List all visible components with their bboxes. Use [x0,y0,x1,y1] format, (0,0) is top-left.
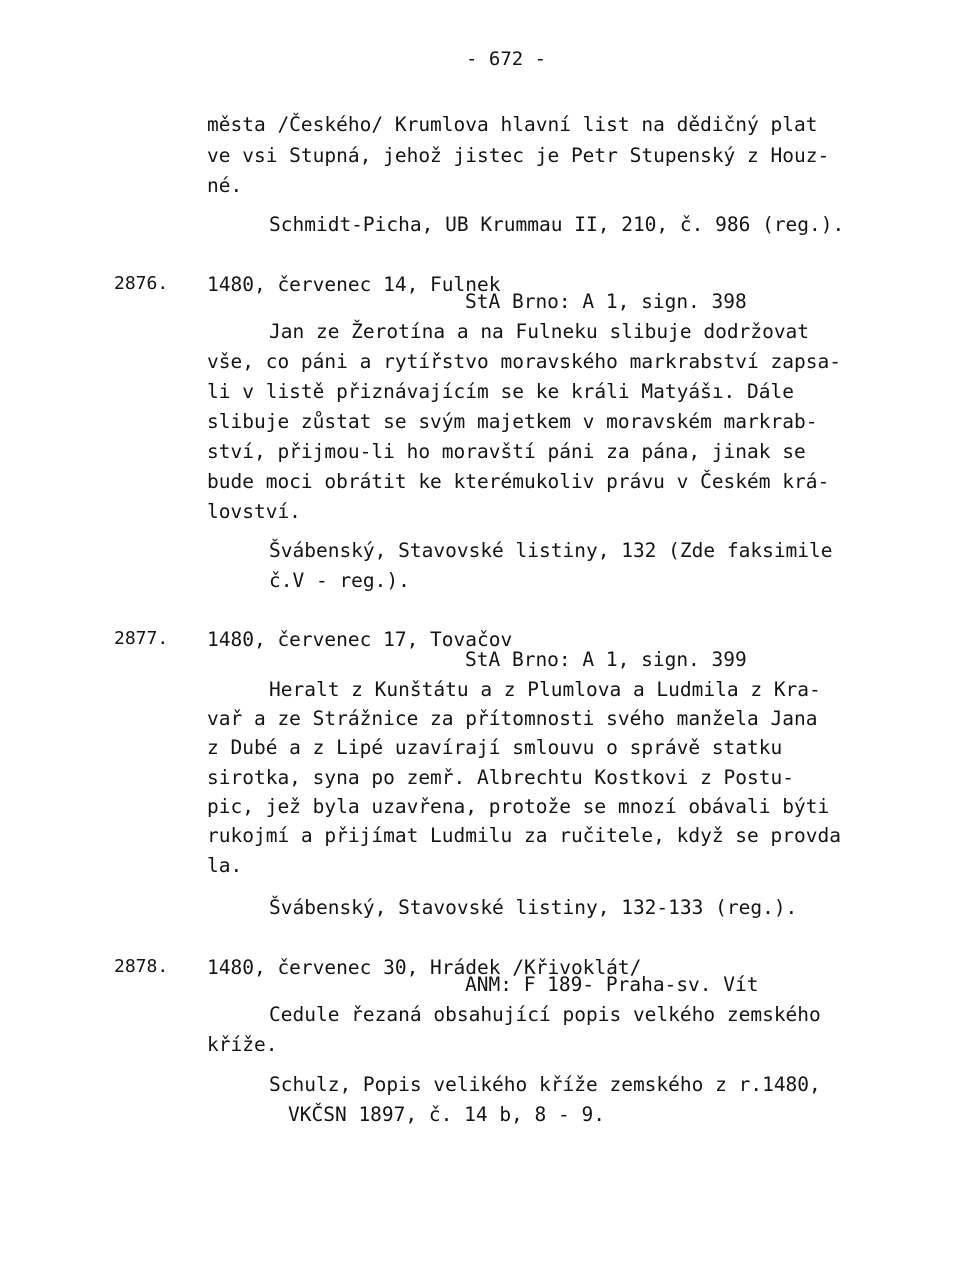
intro-text-line: ve vsi Stupná, jehož jistec je Petr Stupenský z Houz- [207,144,830,167]
entry-text-line: sirotka, syna po zemř. Albrechtu Kostkovi z Postu- [207,766,794,789]
entry-source-line: Švábenský, Stavovské listiny, 132-133 (reg.). [269,896,798,919]
entry-source-line: VKČSN 1897, č. 14 b, 8 - 9. [288,1103,605,1126]
entry-number: 2877. [114,628,169,649]
entry-text-line: kříže. [207,1033,278,1056]
entry-archive: StA Brno: A 1, sign. 398 [465,290,747,313]
entry-source-line: Schulz, Popis velikého kříže zemského z r.1480, [269,1073,821,1096]
entry-source-line: Švábenský, Stavovské listiny, 132 (Zde faksimile [269,539,833,562]
page-number: - 672 - [466,48,547,70]
entry-archive: ANM: F 189- Praha-sv. Vít [465,973,759,996]
intro-text-line: né. [207,174,243,197]
entry-text-line: bude moci obrátit ke kterémukoliv právu v Českém krá- [207,470,830,493]
entry-text-line: ství, přijmou-li ho moravští páni za pána, jinak se [207,440,806,463]
entry-source-line: č.V - reg.). [269,569,410,592]
entry-text-line: Cedule řezaná obsahující popis velkého zemského [269,1003,821,1026]
entry-text-line: la. [207,854,243,877]
entry-heading: 1480, červenec 17, Tovačov [207,628,513,651]
intro-source: Schmidt-Picha, UB Krummau II, 210, č. 986 (reg.). [269,213,845,236]
entry-text-line: vař a ze Strážnice za přítomnosti svého manžela Jana [207,707,818,730]
intro-text-line: města /Českého/ Krumlova hlavní list na dědičný plat [207,113,818,136]
entry-text-line: Jan ze Žerotína a na Fulneku slibuje dodržovat [269,320,810,343]
entry-text-line: lovství. [207,500,301,523]
entry-text-line: z Dubé a z Lipé uzavírají smlouvu o správě statku [207,736,783,759]
entry-text-line: li v listě přiznávajícím se ke králi Matyášı. Dále [207,380,794,403]
entry-heading: 1480, červenec 14, Fulnek [207,273,501,296]
entry-text-line: pic, jež byla uzavřena, protože se mnozí obávali býti [207,795,830,818]
entry-number: 2878. [114,956,169,977]
entry-text-line: slibuje zůstat se svým majetkem v moravském markrab- [207,410,818,433]
entry-text-line: Heralt z Kunštátu a z Plumlova a Ludmila z Kra- [269,678,821,701]
entry-text-line: vše, co páni a rytířstvo moravského markrabství zapsa- [207,350,841,373]
entry-text-line: rukojmí a přijímat Ludmilu za ručitele, když se provda [207,824,841,847]
entry-number: 2876. [114,273,169,294]
entry-archive: StA Brno: A 1, sign. 399 [465,648,747,671]
entry-heading: 1480, červenec 30, Hrádek /Křivoklát/ [207,956,642,979]
